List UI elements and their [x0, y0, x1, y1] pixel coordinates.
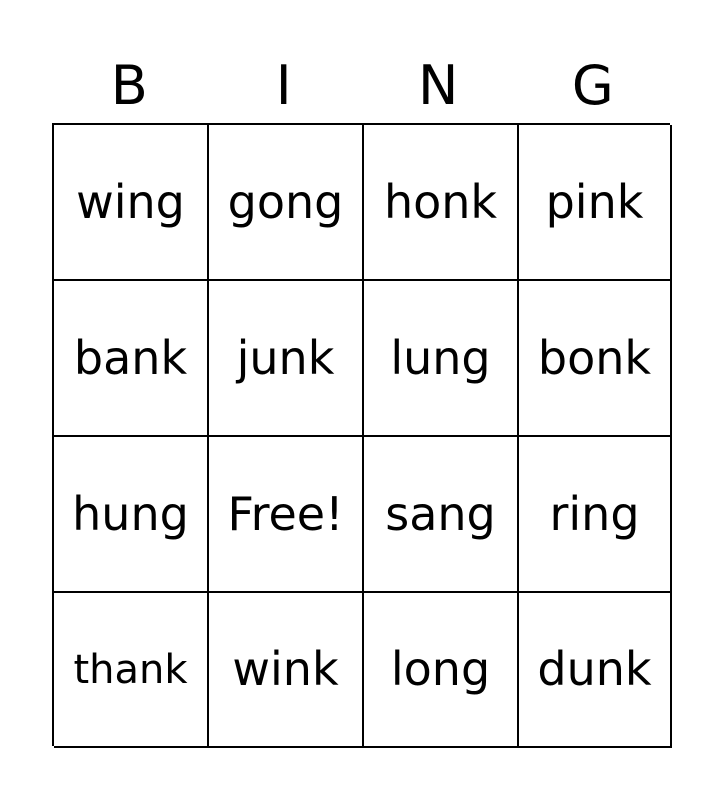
bingo-cell-label: junk — [236, 330, 335, 385]
bingo-cell-free[interactable] — [209, 437, 364, 593]
bingo-cell[interactable] — [54, 593, 209, 748]
header-letter-i: I — [275, 53, 292, 117]
bingo-cell[interactable] — [209, 281, 364, 437]
bingo-cell[interactable] — [519, 593, 672, 748]
bingo-cell[interactable] — [364, 593, 519, 748]
bingo-cell-label: wing — [76, 174, 185, 229]
bingo-cell[interactable] — [364, 125, 519, 281]
bingo-cell[interactable] — [209, 593, 364, 748]
bingo-cell-label: sang — [385, 486, 496, 541]
bingo-cell[interactable] — [209, 125, 364, 281]
bingo-cell[interactable] — [54, 437, 209, 593]
bingo-cell[interactable] — [364, 437, 519, 593]
bingo-grid — [52, 123, 670, 746]
header-letter-b: B — [110, 53, 148, 117]
bingo-cell[interactable] — [54, 281, 209, 437]
bingo-cell-label: pink — [545, 174, 644, 229]
bingo-cell-label: Free! — [227, 486, 344, 541]
header-letter-g: G — [571, 53, 614, 117]
bingo-cell[interactable] — [519, 125, 672, 281]
header-letter-n: N — [418, 53, 459, 117]
bingo-cell-label: thank — [73, 646, 188, 693]
bingo-cell-label: lung — [390, 330, 491, 385]
bingo-cell-label: honk — [383, 174, 498, 229]
bingo-cell-label: wink — [232, 642, 339, 697]
bingo-header — [52, 48, 670, 123]
bingo-cell-label: bank — [73, 330, 188, 385]
bingo-cell-label: ring — [549, 486, 640, 541]
bingo-cell-label: gong — [227, 174, 344, 229]
bingo-cell-label: dunk — [537, 642, 652, 697]
bingo-cell[interactable] — [519, 437, 672, 593]
bingo-cell-label: long — [390, 642, 491, 697]
bingo-cell-label: hung — [72, 486, 189, 541]
bingo-cell[interactable] — [54, 125, 209, 281]
bingo-cell-label: bonk — [537, 330, 652, 385]
bingo-cell[interactable] — [364, 281, 519, 437]
bingo-cell[interactable] — [519, 281, 672, 437]
